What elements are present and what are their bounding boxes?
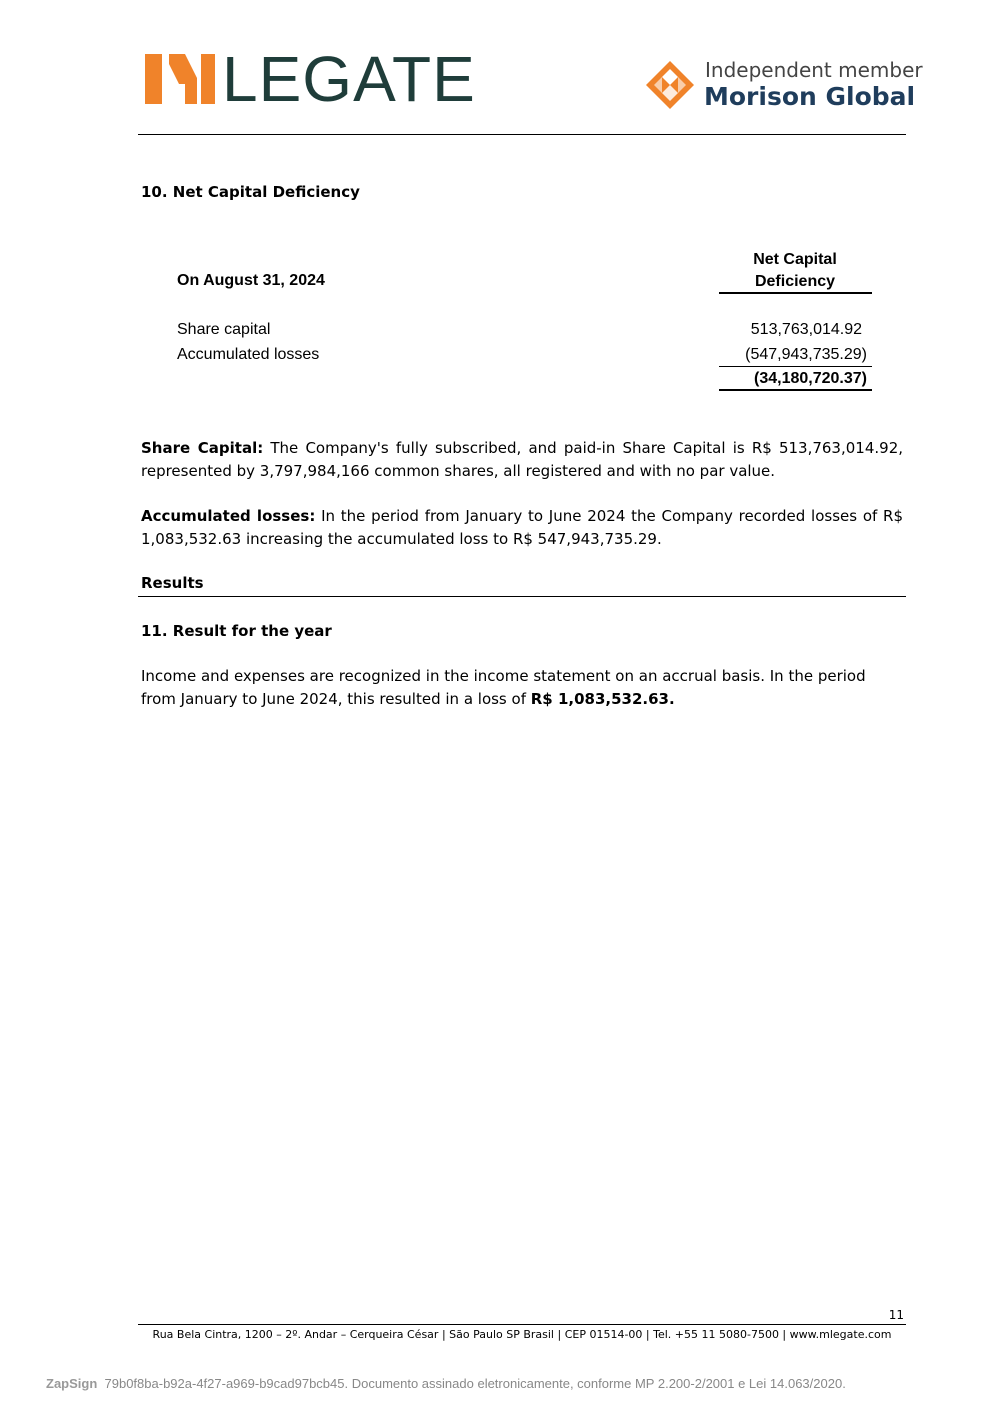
share-capital-text: The Company's fully subscribed, and paid-in Share Capital is R$ 513,763,014.92, represented by 3,797,984,166 common shares, all registered and with no par value. (141, 439, 904, 480)
morison-global-text: Morison Global (704, 82, 916, 111)
brand-wordmark: LEGATE (222, 43, 476, 115)
signature-stamp-text: 79b0f8ba-b92a-4f27-a969-b9cad97bcb45. Documento assinado eletronicamente, conforme MP 2.200-2/2001 e Lei 14.063/2020. (104, 1376, 846, 1391)
accumulated-losses-paragraph (141, 505, 903, 550)
table-row-value: (547,943,735.29) (745, 346, 867, 363)
morison-global-logo-icon (646, 61, 694, 109)
table-row-value: 513,763,014.92 (750, 321, 862, 338)
table-total-value: (34,180,720.37) (754, 370, 867, 387)
accumulated-losses-text: In the period from January to June 2024 the Company recorded losses of R$ 1,083,532.63 increasing the accumulated loss to R$ 547,943,735.29. (141, 507, 903, 548)
result-text: Income and expenses are recognized in the income statement on an accrual basis. In the period from January to June 2024, this resulted in a loss of (141, 667, 866, 708)
section-11-title: 11. Result for the year (141, 622, 332, 640)
independent-member-text: Independent member (705, 58, 923, 82)
table-row-label: Share capital (177, 321, 271, 338)
footer-divider (138, 1324, 906, 1325)
table-column-header (719, 249, 871, 293)
accumulated-losses-label: Accumulated losses: (141, 507, 316, 525)
mlegate-logo-m-icon (145, 54, 215, 104)
subtotal-line (719, 366, 872, 367)
footer-address: Rua Bela Cintra, 1200 – 2º. Andar – Cerqueira César | São Paulo SP Brasil | CEP 01514-00 | Tel. +55 11 5080-7500 | www.mlegate.com (152, 1328, 892, 1341)
section-10-title: 10. Net Capital Deficiency (141, 183, 360, 201)
column-header-line-2: Deficiency (754, 273, 836, 290)
result-paragraph (141, 665, 903, 710)
total-underline (719, 389, 872, 391)
share-capital-paragraph (141, 437, 903, 482)
page-number: 11 (888, 1308, 904, 1322)
header-divider (138, 134, 906, 135)
results-heading: Results (141, 574, 204, 592)
share-capital-label: Share Capital: (141, 439, 264, 457)
results-divider (138, 596, 906, 597)
result-amount: R$ 1,083,532.63. (530, 689, 675, 708)
column-header-underline (719, 292, 872, 294)
column-header-line-1: Net Capital (753, 251, 837, 268)
zapsign-brand: ZapSign (46, 1376, 98, 1391)
signature-stamp (46, 1376, 846, 1391)
table-date-header: On August 31, 2024 (177, 272, 325, 289)
table-row-label: Accumulated losses (177, 346, 320, 363)
